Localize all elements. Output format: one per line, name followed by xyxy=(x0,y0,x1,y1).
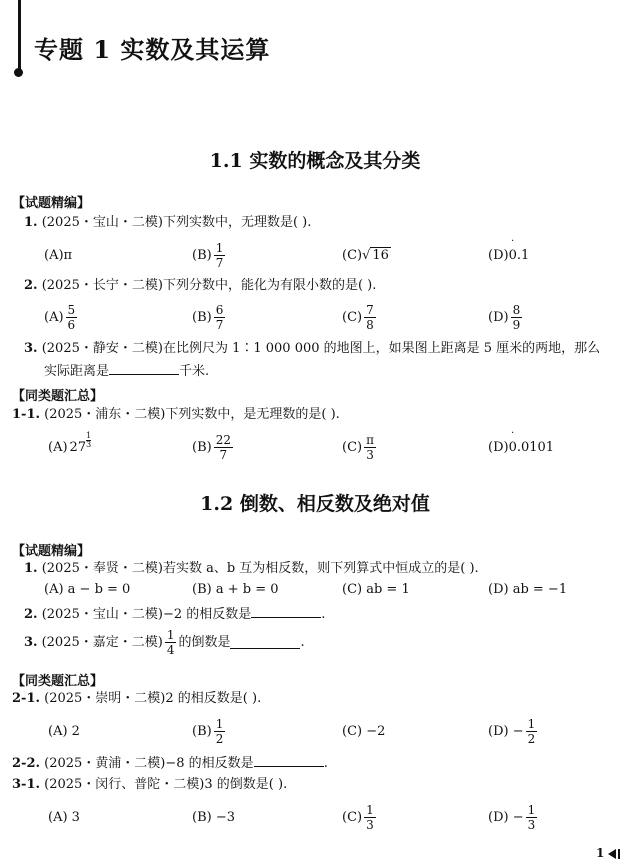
option-b: (B) $\frac{1}{7}$ xyxy=(192,240,224,270)
answer-blank[interactable] xyxy=(109,362,179,375)
tag-exam-1-2: 【试题精编】 xyxy=(12,544,91,559)
question-number: 1. xyxy=(24,215,38,230)
option-c: (C) √ 16 xyxy=(342,247,389,263)
question-1-2-3: 3. (2025・嘉定・二模) $\frac{1}{4}$ 的倒数是 . xyxy=(24,628,305,657)
option-d: (D) − $\frac{1}{2}$ xyxy=(488,716,536,746)
option-b: (B) $\frac{6}{7}$ xyxy=(192,302,224,332)
option-b: (B) a + b = 0 xyxy=(192,582,279,597)
option-a: (A) 27 1 3 xyxy=(48,430,92,455)
answer-blank[interactable] xyxy=(254,754,324,767)
question-1-1-1 xyxy=(24,214,311,232)
tag-exam-1-1: 【试题精编】 xyxy=(12,196,91,211)
tag-similar-1-1: 【同类题汇总】 xyxy=(12,389,104,404)
page-number: 1 xyxy=(596,846,620,860)
question-1-2-2: 2. (2025・宝山・二模)−2 的相反数是 . xyxy=(24,607,326,622)
option-c: (C) ab = 1 xyxy=(342,582,410,597)
section-title-1-2: 1.2 倒数、相反数及绝对值 xyxy=(200,493,430,515)
question-1-1-2: 2. (2025・长宁・二模)下列分数中，能化为有限小数的是( ). xyxy=(24,278,377,293)
question-text: (2025・宝山・二模)下列实数中，无理数是( ). xyxy=(41,215,312,230)
option-d: (D) ˙ 0.0101 xyxy=(488,430,554,464)
chapter-dot xyxy=(14,68,23,77)
option-a: (A) a − b = 0 xyxy=(44,582,131,597)
question-1-1-3-line2: 实际距离是 千米. xyxy=(44,364,210,379)
tag-similar-1-2: 【同类题汇总】 xyxy=(12,674,104,689)
similar-2-2: 2-2. (2025・黄浦・二模)−8 的相反数是 . xyxy=(12,756,328,771)
option-b: (B) $\frac{1}{2}$ xyxy=(192,716,224,746)
option-a: (A) 2 xyxy=(48,723,80,739)
chapter-title: 专题 1 实数及其运算 xyxy=(34,35,271,64)
similar-2-1: 2-1. (2025・崇明・二模)2 的相反数是( ). xyxy=(12,691,262,706)
option-a: (A) $\frac{5}{6}$ xyxy=(44,302,76,332)
similar-1-1: 1-1. (2025・浦东・二模)下列实数中，是无理数的是( ). xyxy=(12,407,340,422)
option-a: (A) 3 xyxy=(48,809,80,825)
option-c: (C) −2 xyxy=(342,723,386,739)
question-1-1-3: 3. (2025・静安・二模)在比例尺为 1∶1 000 000 的地图上，如果图上距离是 5 厘米的两地，那么 xyxy=(24,341,601,356)
option-c: (C) $\frac{1}{3}$ xyxy=(342,802,374,832)
section-title-1-1: 1.1 实数的概念及其分类 xyxy=(209,150,421,172)
answer-blank[interactable] xyxy=(230,636,300,649)
option-b: (B) $\frac{22}{7}$ xyxy=(192,432,231,462)
option-c: (C) $\frac{7}{8}$ xyxy=(342,302,374,332)
option-a: (A)π xyxy=(44,247,73,263)
answer-blank[interactable] xyxy=(251,605,321,618)
similar-3-1: 3-1. (2025・闵行、普陀・二模)3 的倒数是( ). xyxy=(12,777,288,792)
page-bar-icon xyxy=(618,849,620,859)
option-d: (D) $\frac{8}{9}$ xyxy=(488,302,521,332)
option-c: (C) $\frac{\pi}{3}$ xyxy=(342,432,374,462)
option-d: (D) ˙ 0.1 xyxy=(488,240,529,270)
question-1-2-1: 1. (2025・奉贤・二模)若实数 a、b 互为相反数，则下列算式中恒成立的是( ). xyxy=(24,561,479,576)
option-d: (D) ab = −1 xyxy=(488,582,568,597)
option-d: (D) − $\frac{1}{3}$ xyxy=(488,802,536,832)
page-arrow-icon xyxy=(608,849,616,859)
option-b: (B) −3 xyxy=(192,809,235,825)
chapter-rule xyxy=(18,0,21,72)
